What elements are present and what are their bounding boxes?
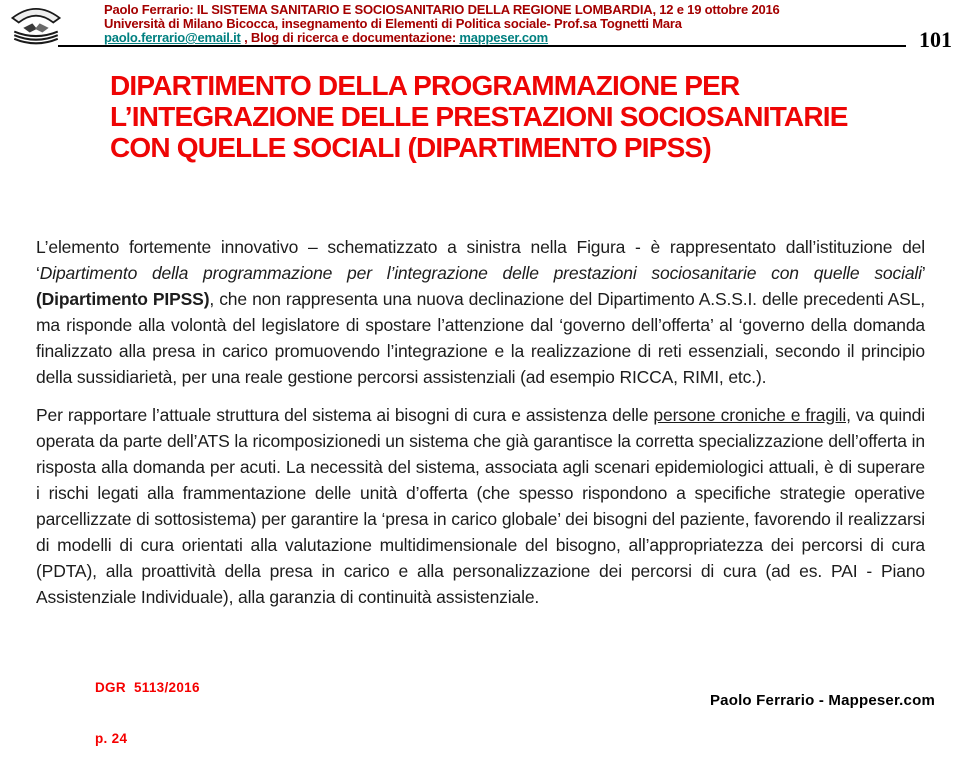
slide-title-line-2: L’INTEGRAZIONE DELLE PRESTAZIONI SOCIOSANITARIE [110, 101, 848, 132]
slide-title [110, 70, 848, 163]
citation-line-2: p. 24 [95, 731, 128, 746]
handshake-book-icon [7, 3, 65, 51]
underlined-segment: persone croniche e fragili, [653, 405, 851, 425]
slide-title-line-1: DIPARTIMENTO DELLA PROGRAMMAZIONE PER [110, 70, 740, 101]
header-course-title: Paolo Ferrario: IL SISTEMA SANITARIO E SOCIOSANITARIO DELLA REGIONE LOMBARDIA, 12 e 19 ottobre 2016 [104, 2, 780, 17]
text-segment: va quindi operata da parte dell’ATS la ricomposizionedi un sistema che già garantisce la corretta specializzazione dell’offerta in risposta alla domanda per acuti. La necessità del sistema, associata agli scenari epidemiologici attuali, è di superare i rischi legati alla frammentazione delle unità d’offerta (che spesso rispondono a specifiche strategie operative parcellizzate di sottosistema) per garantire la ‘presa in carico globale’ dei bisogni del paziente, favorendo il realizzarsi di modelli di cura orientati alla valutazione multidimensionale del bisogno, all’appropriatezza dei percorsi di cura (PDTA), alla proattività della presa in carico e alla personalizzazione dei percorsi di cura (ad es. PAI - Piano Assistenziale Individuale), alla garanzia di continuità assistenziale. [36, 405, 925, 607]
bold-segment: (Dipartimento PIPSS) [36, 289, 210, 309]
header-divider [58, 45, 906, 47]
page-number: 101 [919, 27, 952, 52]
body-text [36, 234, 925, 610]
email-link[interactable]: paolo.ferrario@email.it [104, 30, 241, 45]
text-segment: L’elemento fortemente innovativo – schematizzato a sinistra nella Figura - è rappresentato dall’istituzione del ‘ [36, 237, 925, 283]
text-segment: ’ [921, 263, 925, 283]
header-course-subtitle: Università di Milano Bicocca, insegnamento di Elementi di Politica sociale- Prof.sa Tognetti Mara [104, 16, 682, 31]
header-links-line [104, 31, 916, 45]
text-segment: Per rapportare l’attuale struttura del sistema ai bisogni di cura e assistenza delle [36, 405, 654, 425]
paragraph-2 [36, 402, 925, 610]
slide-title-line-3: CON QUELLE SOCIALI (DIPARTIMENTO PIPSS) [110, 132, 711, 163]
paragraph-1 [36, 234, 925, 390]
header [104, 3, 916, 45]
citation-dgr [95, 645, 200, 781]
header-blog-label: , Blog di ricerca e documentazione: [240, 30, 460, 45]
text-segment: , che non rappresenta una nuova declinazione del Dipartimento A.S.S.I. delle precedenti ASL, ma risponde alla volontà del legislatore di spostare l’attenzione dal ‘governo dell’offerta’ al ‘governo della domanda finalizzato alla presa in carico promuovendo l’integrazione e la realizzazione di reti essenziali, secondo il principio della sussidiarietà, per una reale gestione percorsi assistenziali (ad esempio RICCA, RIMI, etc.). [36, 289, 926, 387]
blog-link[interactable]: mappeser.com [459, 30, 549, 45]
italic-segment: Dipartimento della programmazione per l’integrazione delle prestazioni sociosanitarie con quelle sociali [39, 263, 922, 283]
citation-line-1: DGR 5113/2016 [95, 680, 200, 695]
footer-credit: Paolo Ferrario - Mappeser.com [709, 692, 935, 709]
